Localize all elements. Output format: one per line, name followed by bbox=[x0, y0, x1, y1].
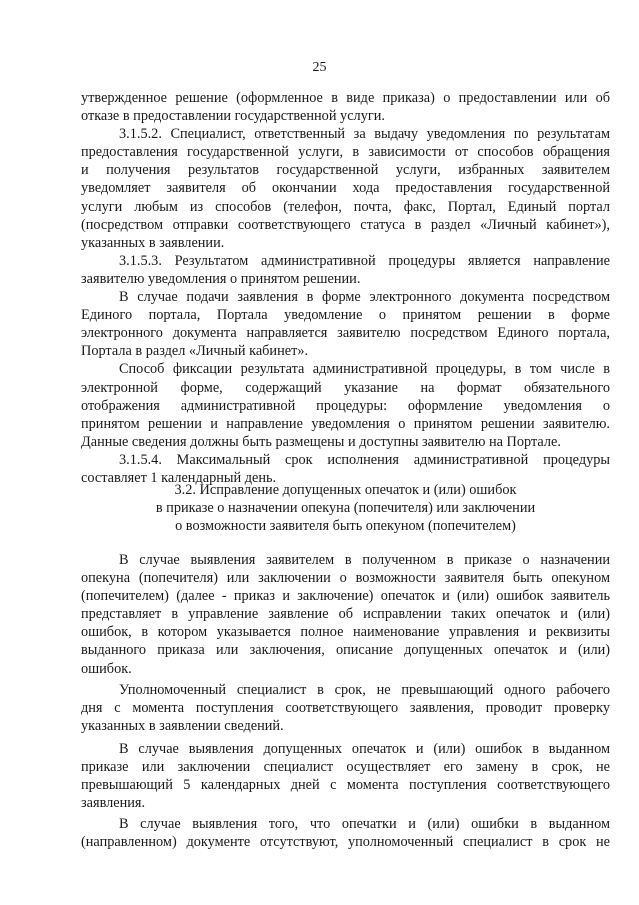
text-line: предоставления государственной услуги, в зависимости от способов обращения bbox=[81, 144, 610, 161]
body-text-top bbox=[81, 89, 610, 487]
text-line: электронного документа направляется заявителю посредством Единого портала, bbox=[81, 325, 610, 342]
text-line: выданного приказа или заключения, описание допущенных опечаток и (или) bbox=[81, 642, 610, 659]
section-heading bbox=[81, 481, 610, 535]
text-line: Единого портала, Портала уведомление о принятом решении в форме bbox=[81, 307, 610, 324]
text-line: превышающий 5 календарных дней с момента поступления соответствующего bbox=[81, 777, 610, 794]
heading-line: 3.2. Исправление допущенных опечаток и (или) ошибок bbox=[174, 482, 517, 498]
text-line: электронной форме, содержащий указание на формат обязательного bbox=[81, 379, 610, 396]
text-line: представляет в управление заявление об исправлении таких опечаток и (или) bbox=[81, 606, 610, 623]
text-line: (посредством отправки соответствующего статуса в раздел «Личный кабинет»), bbox=[81, 216, 610, 233]
text-line: составляет 1 календарный день. bbox=[81, 469, 277, 486]
text-line: отображения административной процедуры: оформление уведомления о bbox=[81, 397, 610, 414]
text-line: заявителю уведомления о принятом решении. bbox=[81, 270, 361, 287]
text-line: опекуна (попечителя) или заключении о возможности заявителя быть опекуном bbox=[81, 570, 610, 587]
text-line: и получения результатов государственной услуги, избранных заявителем bbox=[81, 162, 610, 179]
text-line: приказе или заключении специалист осуществляет его замену в срок, не bbox=[81, 759, 610, 776]
text-line: уведомляет заявителя об окончании хода предоставления государственной bbox=[81, 180, 610, 197]
page-number: 25 bbox=[312, 60, 327, 75]
text-line: 3.1.5.4. Максимальный срок исполнения административной процедуры bbox=[119, 451, 610, 468]
text-line: Уполномоченный специалист в срок, не превышающий одного рабочего bbox=[119, 682, 610, 698]
text-line: утвержденное решение (оформленное в виде приказа) о предоставлении или об bbox=[81, 90, 610, 106]
text-line: (направленном) документе отсутствуют, уполномоченный специалист в срок не bbox=[81, 834, 610, 851]
heading-line: о возможности заявителя быть опекуном (попечителем) bbox=[175, 518, 516, 535]
text-line: отказе в предоставлении государственной услуги. bbox=[81, 108, 385, 125]
text-line: Портала в раздел «Личный кабинет». bbox=[81, 343, 309, 360]
text-line: (попечителем) (далее - приказ и заключение) опечаток и (или) ошибок заявитель bbox=[81, 588, 610, 605]
text-line: Данные сведения должны быть размещены и доступны заявителю на Портале. bbox=[81, 433, 561, 450]
text-line: указанных в заявлении. bbox=[81, 234, 225, 251]
text-line: заявления. bbox=[81, 795, 146, 812]
text-line: услуги любым из способов (телефон, почта, факс, Портал, Единый портал bbox=[81, 198, 610, 215]
text-line: В случае подачи заявления в форме электронного документа посредством bbox=[119, 289, 610, 306]
heading-line: в приказе о назначении опекуна (попечителя) или заключении bbox=[155, 500, 536, 517]
body-text-paragraph-2 bbox=[81, 681, 610, 735]
text-line: В случае выявления допущенных опечаток и (или) ошибок в выданном bbox=[119, 741, 610, 757]
text-line: 3.1.5.2. Специалист, ответственный за выдачу уведомления по результатам bbox=[119, 126, 610, 143]
body-text-paragraph-3 bbox=[81, 740, 610, 812]
text-line: указанных в заявлении сведений. bbox=[81, 718, 284, 735]
text-line: ошибок. bbox=[81, 660, 132, 677]
text-line: дня с момента поступления соответствующего заявления, проводит проверку bbox=[81, 700, 610, 717]
text-line: В случае выявления того, что опечатки и (или) ошибки в выданном bbox=[119, 816, 610, 832]
text-line: принятом решении и направление уведомления о принятом решении заявителю. bbox=[81, 415, 610, 432]
body-text-paragraph-4 bbox=[81, 815, 610, 851]
text-line: ошибок, в котором указывается полное наименование управления и реквизиты bbox=[81, 624, 610, 641]
text-line: Способ фиксации результата административной процедуры, в том числе в bbox=[119, 361, 610, 378]
text-line: В случае выявления заявителем в полученном в приказе о назначении bbox=[119, 552, 610, 568]
text-line: 3.1.5.3. Результатом административной процедуры является направление bbox=[119, 252, 610, 269]
body-text-paragraph-1 bbox=[81, 551, 610, 678]
